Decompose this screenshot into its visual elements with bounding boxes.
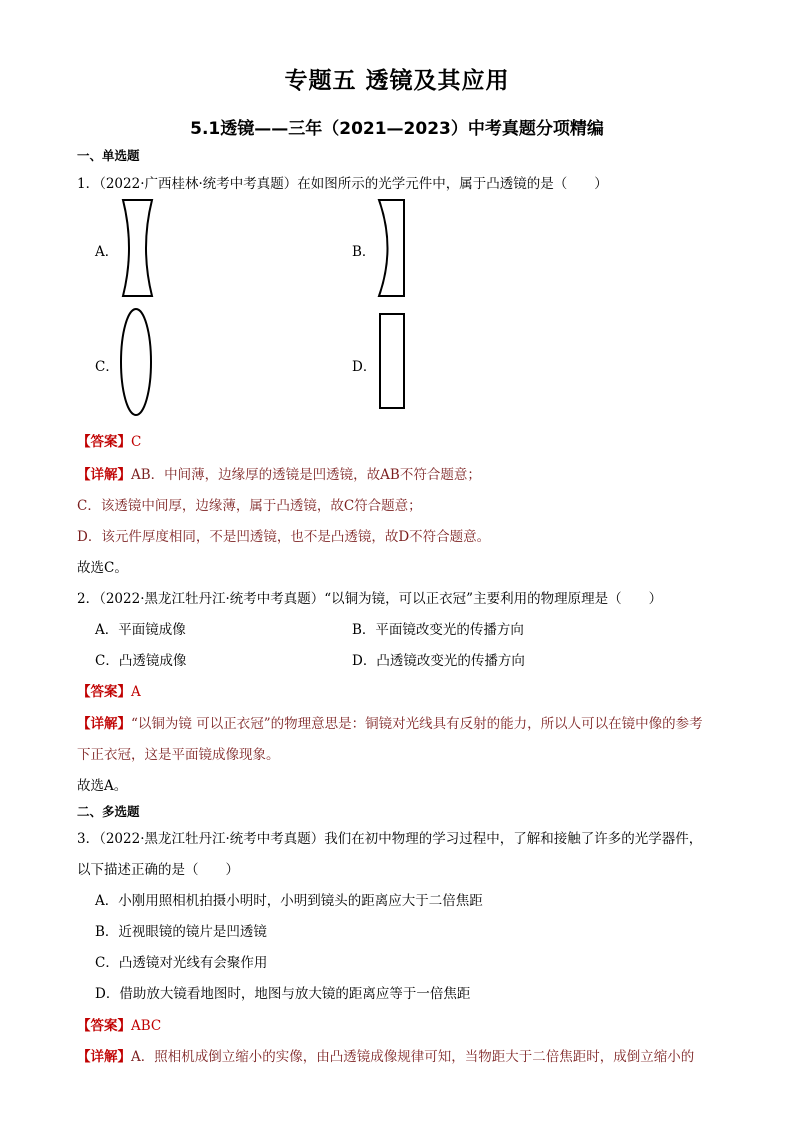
q2-option-b: B．平面镜改变光的传播方向 bbox=[352, 622, 524, 638]
q2-detail-line-2: 下正衣冠，这是平面镜成像现象。 bbox=[77, 747, 280, 763]
page-subtitle: 5.1透镜——三年（2021—2023）中考真题分项精编 bbox=[190, 119, 604, 139]
q3-option-a: A．小刚用照相机拍摄小明时，小明到镜头的距离应大于二倍焦距 bbox=[95, 893, 483, 909]
q1-option-a-label: A． bbox=[95, 244, 119, 260]
q3-option-d: D．借助放大镜看地图时，地图与放大镜的距离应等于一倍焦距 bbox=[95, 986, 471, 1002]
q1-conclusion: 故选C。 bbox=[77, 560, 128, 576]
meniscus-lens-figure bbox=[374, 198, 410, 298]
q1-option-b-label: B． bbox=[352, 244, 376, 260]
q1-answer: 【答案】C bbox=[77, 434, 142, 450]
q2-answer: 【答案】A bbox=[77, 684, 141, 700]
section-heading-single-choice: 一、单选题 bbox=[77, 148, 140, 163]
flat-glass-block-figure bbox=[378, 312, 408, 412]
q1-detail-line-3: D．该元件厚度相同，不是凹透镜，也不是凸透镜，故D不符合题意。 bbox=[77, 529, 491, 545]
q2-option-c: C．凸透镜成像 bbox=[95, 653, 187, 669]
question-3-stem-line-1: 3．（2022·黑龙江牡丹江·统考中考真题）我们在初中物理的学习过程中，了解和接触了许多的光学器件， bbox=[77, 831, 703, 847]
question-2-stem: 2．（2022·黑龙江牡丹江·统考中考真题）“以铜为镜，可以正衣冠”主要利用的物理原理是（ ） bbox=[77, 591, 663, 607]
page-title: 专题五 透镜及其应用 bbox=[284, 68, 510, 94]
q2-detail-line-1: 【详解】“以铜为镜 可以正衣冠”的物理意思是：铜镜对光线具有反射的能力，所以人可以在镜中像的参考 bbox=[77, 716, 703, 732]
q3-option-c: C．凸透镜对光线有会聚作用 bbox=[95, 955, 268, 971]
convex-lens-figure bbox=[118, 306, 154, 418]
q1-option-d-label: D． bbox=[352, 359, 377, 375]
q3-detail-line-1: 【详解】A．照相机成倒立缩小的实像，由凸透镜成像规律可知，当物距大于二倍焦距时，成倒立缩小的 bbox=[77, 1049, 695, 1065]
q3-answer: 【答案】ABC bbox=[77, 1018, 162, 1034]
q2-conclusion: 故选A。 bbox=[77, 778, 128, 794]
q3-option-b: B．近视眼镜的镜片是凹透镜 bbox=[95, 924, 267, 940]
question-1-stem: 1．（2022·广西桂林·统考中考真题）在如图所示的光学元件中，属于凸透镜的是（ ） bbox=[77, 176, 608, 192]
q2-option-a: A．平面镜成像 bbox=[95, 622, 186, 638]
q2-option-d: D．凸透镜改变光的传播方向 bbox=[352, 653, 525, 669]
section-heading-multiple-choice: 二、多选题 bbox=[77, 804, 140, 819]
q1-detail-line-2: C．该透镜中间厚，边缘薄，属于凸透镜，故C符合题意； bbox=[77, 498, 422, 514]
concave-lens-figure bbox=[118, 198, 158, 298]
q1-option-c-label: C． bbox=[95, 359, 119, 375]
question-3-stem-line-2: 以下描述正确的是（ ） bbox=[77, 862, 239, 878]
q1-detail-line-1: 【详解】AB．中间薄，边缘厚的透镜是凹透镜，故AB不符合题意； bbox=[77, 467, 481, 483]
